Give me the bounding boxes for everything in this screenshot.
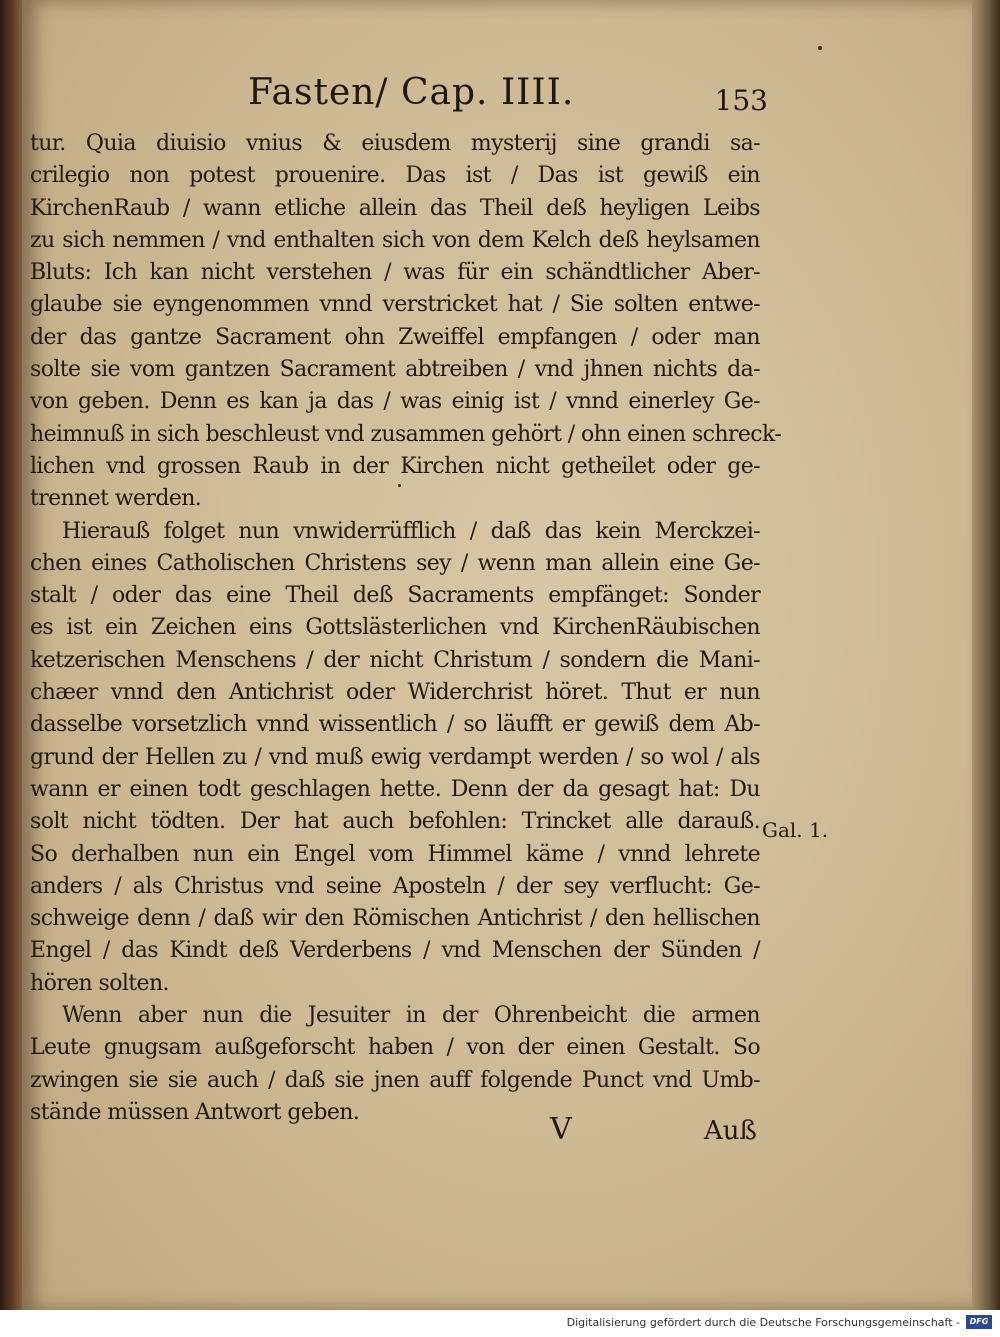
text-line: solte sie vom gantzen Sacrament abtreiben / vnd jhnen nichts da-	[30, 357, 760, 383]
catchword: Auß	[704, 1116, 757, 1146]
paragraph-start-line: Wenn aber nun die Jesuiter in der Ohrenbeicht die armen	[62, 1003, 760, 1029]
text-line: anders / als Christus vnd seine Aposteln / der sey verflucht: Ge-	[30, 873, 760, 899]
text-line: tur. Quia diuisio vnius & eiusdem mysterij sine grandi sa-	[30, 131, 760, 156]
text-line: heimnuß in sich beschleust vnd zusammen gehört / ohn einen schreck-	[30, 421, 782, 447]
signature-mark: V	[550, 1112, 572, 1147]
page-right-edge	[972, 0, 1000, 1310]
funding-credit: Digitalisierung gefördert durch die Deutsche Forschungsgemeinschaft -	[566, 1316, 960, 1329]
footer-bar	[0, 1310, 1000, 1337]
body-text	[30, 128, 782, 1129]
text-line: von geben. Denn es kan ja das / was einig ist / vnnd einerley Ge-	[30, 389, 760, 415]
text-line: Engel / das Kindt deß Verderbens / vnd Menschen der Sünden /	[30, 938, 760, 964]
text-line: stände müssen Antwort geben.	[30, 1099, 360, 1125]
running-title: Fasten/ Cap. IIII.	[248, 72, 575, 113]
text-line: ketzerischen Menschens / der nicht Christum / sondern die Mani-	[30, 647, 760, 673]
text-line: lichen vnd grossen Raub in der Kirchen nicht getheilet oder ge-	[30, 453, 760, 479]
text-line: grund der Hellen zu / vnd muß ewig verdampt werden / so wol / als	[30, 744, 760, 770]
text-line: crilegio non potest prouenire. Das ist / Das ist gewiß ein	[30, 163, 760, 189]
text-line: zwingen sie sie auch / daß sie jnen auff folgende Punct vnd Umb-	[30, 1067, 760, 1093]
text-line: es ist ein Zeichen eins Gottslästerlichen vnd KirchenRäubischen	[30, 615, 760, 641]
text-line: Leute gnugsam außgeforscht haben / von der einen Gestalt. So	[30, 1035, 760, 1061]
text-line: trennet werden.	[30, 486, 202, 512]
text-line: glaube sie eyngenommen vnnd verstricket hat / Sie solten entwe-	[30, 292, 760, 318]
ink-speck	[818, 46, 822, 50]
text-line: wann er einen todt geschlagen hette. Denn der da gesagt hat: Du	[30, 776, 760, 802]
text-line: KirchenRaub / wann etliche allein das Theil deß heyligen Leibs	[30, 195, 760, 221]
running-head	[248, 72, 768, 122]
text-line: zu sich nemmen / vnd enthalten sich von dem Kelch deß heylsamen	[30, 227, 760, 253]
dfg-logo: DFG	[966, 1315, 992, 1329]
text-line: stalt / oder das eine Theil deß Sacraments empfänget: Sonder	[30, 583, 760, 609]
text-line: chen eines Catholischen Christens sey / wenn man allein eine Ge-	[30, 550, 760, 576]
text-line: So derhalben nun ein Engel vom Himmel käme / vnnd lehrete	[30, 841, 760, 867]
text-line: chæer vnnd den Antichrist oder Widerchrist höret. Thut er nun	[30, 680, 760, 706]
page-number: 153	[714, 84, 768, 117]
text-line: solt nicht tödten. Der hat auch befohlen: Trincket alle darauß.	[30, 809, 760, 835]
ink-speck	[398, 484, 401, 487]
text-line: hören solten.	[30, 970, 169, 996]
text-line: der das gantze Sacrament ohn Zweiffel empfangen / oder man	[30, 324, 760, 350]
margin-note: Gal. 1.	[762, 818, 829, 842]
text-line: schweige denn / daß wir den Römischen Antichrist / den hellischen	[30, 906, 760, 932]
text-line: Bluts: Ich kan nicht verstehen / was für ein schändtlicher Aber-	[30, 260, 760, 286]
text-line: dasselbe vorsetzlich vnnd wissentlich / so läufft er gewiß dem Ab-	[30, 712, 760, 738]
paragraph-start-line: Hierauß folget nun vnwiderrüfflich / daß das kein Merckzei-	[62, 518, 760, 544]
